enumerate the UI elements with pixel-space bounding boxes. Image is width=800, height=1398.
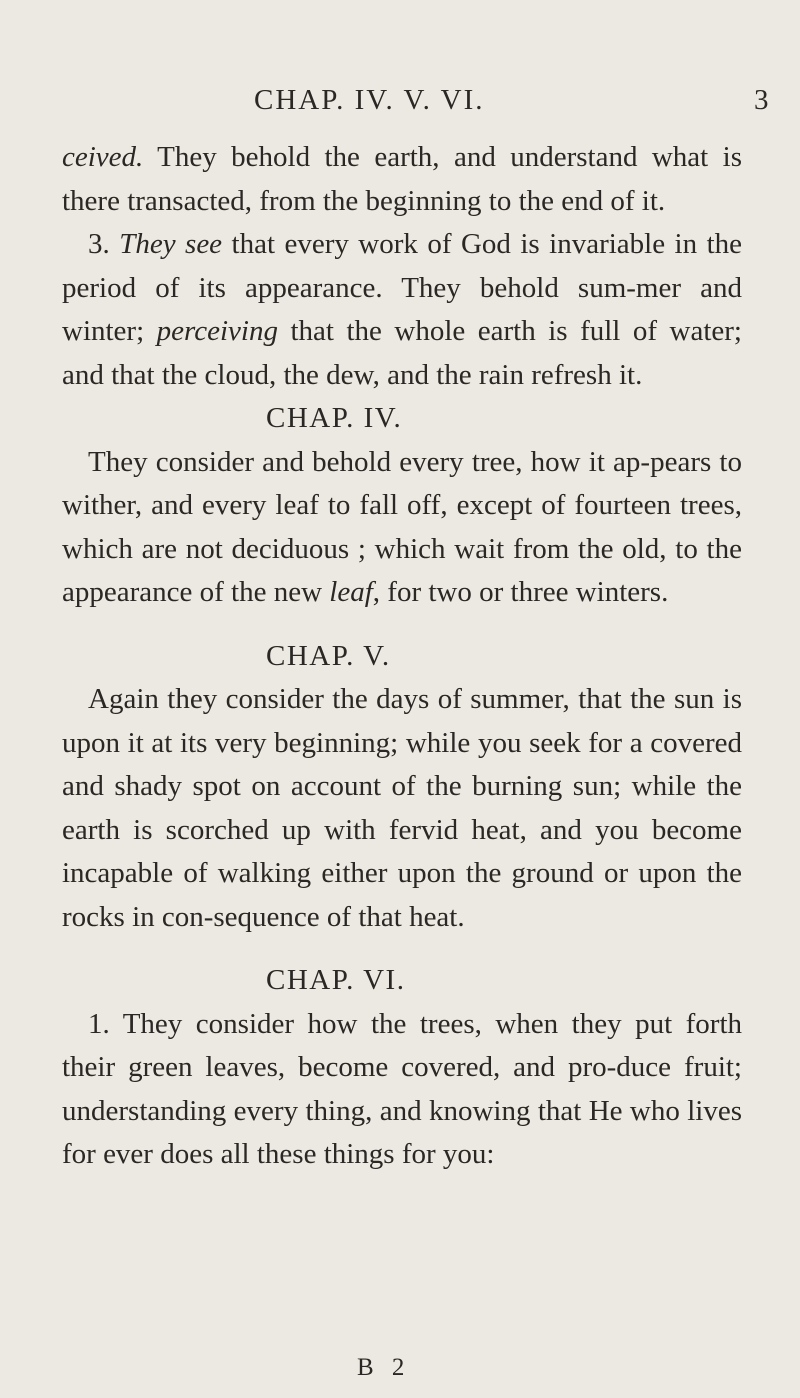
signature-mark: B 2 [357, 1354, 411, 1381]
paragraph-continuation [62, 136, 742, 223]
paragraph-chapter-vi: 1. They consider how the trees, when they put forth their green leaves, become covered, and pro-duce fruit; understanding every thing, and knowing that He who lives for ever does all these things for you: [62, 1007, 742, 1170]
paragraph-text: They consider and behold every tree, how it ap-pears to wither, and every leaf to fall off, except of fourteen trees, which are not deciduous ; which wait from the old, to the appearance of the new [62, 445, 742, 608]
italic-text: perceiving [156, 315, 278, 347]
verse-number: 3. [88, 228, 120, 260]
paragraph-text: , for two or three winters. [372, 576, 669, 608]
italic-text: ceived. [62, 141, 144, 173]
page-number: 3 [754, 84, 771, 116]
italic-text: They see [119, 228, 223, 260]
paragraph-verse-3 [62, 223, 742, 397]
body-text [62, 136, 742, 1177]
paragraph-text: They behold the earth, and understand what is there transacted, from the beginning to the end of it. [62, 141, 742, 217]
paragraph-chapter-v: Again they consider the days of summer, that the sun is upon it at its very beginning; while you seek for a covered and shady spot on account of the burning sun; while the earth is scorched up with fervid heat, and you become incapable of walking either upon the ground or upon the rocks in con-sequence of that heat. [62, 683, 742, 933]
paragraph-text: that the whole earth is full of water; and that the cloud, the dew, and the rain refresh it. [62, 315, 742, 391]
running-head-title: CHAP. IV. V. VI. [254, 84, 485, 116]
paragraph-chapter-iv [62, 441, 742, 615]
italic-text: leaf [329, 576, 373, 608]
chapter-heading-iv: CHAP. IV. [266, 402, 403, 434]
paragraph-text: that every work of God is invariable in the period of its appearance. They behold sum-mer and winter; [62, 228, 742, 347]
chapter-heading-v: CHAP. V. [266, 639, 391, 672]
chapter-heading-vi: CHAP. VI. [266, 964, 406, 996]
